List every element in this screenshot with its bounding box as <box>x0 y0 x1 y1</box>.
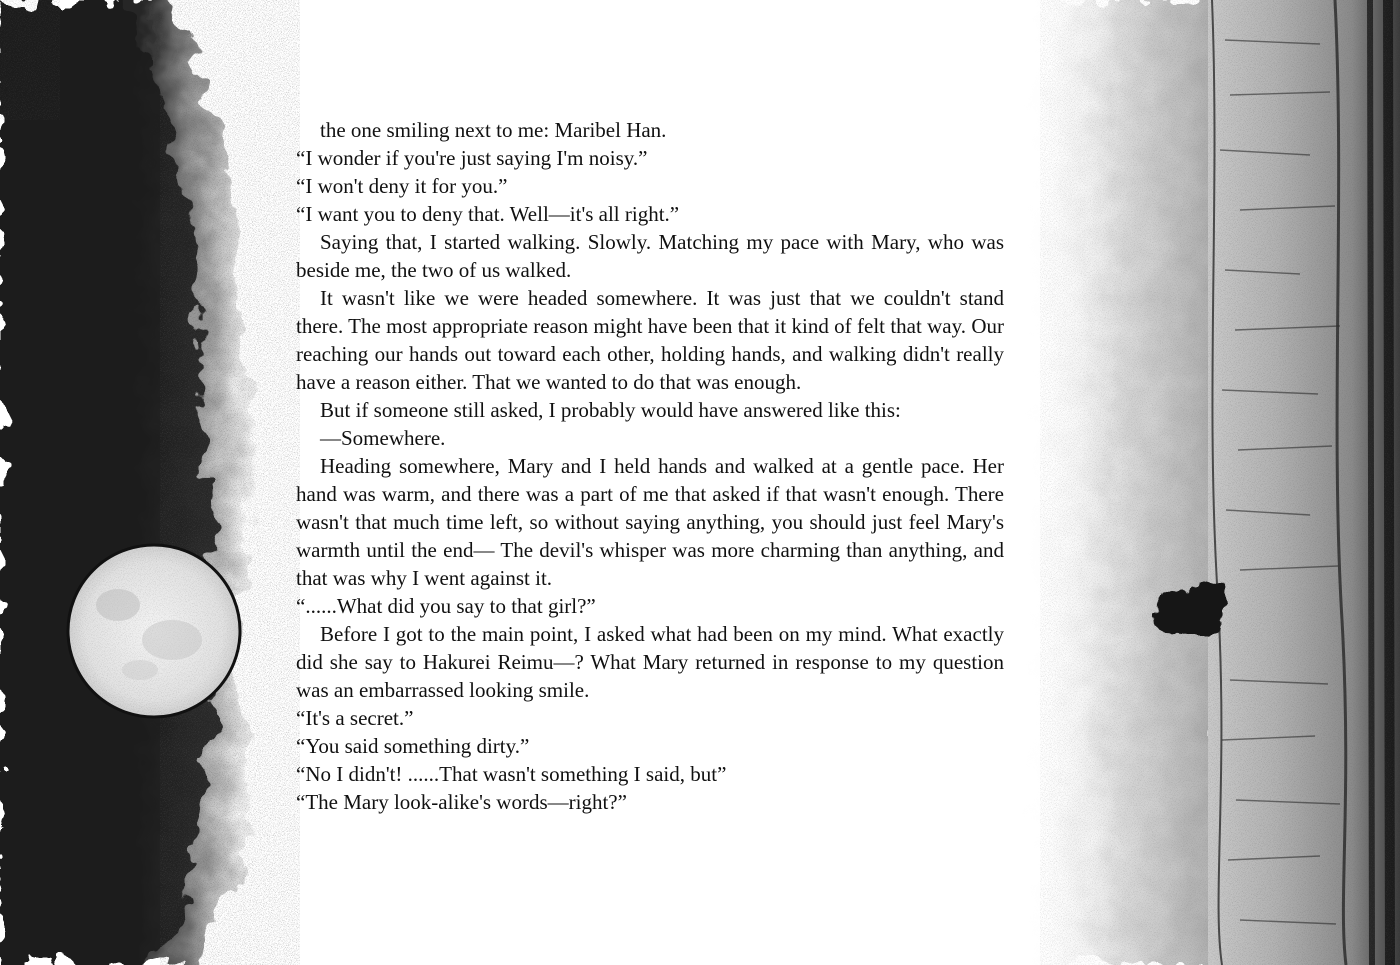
dialogue-line: “No I didn't! ......That wasn't something I said, but” <box>296 762 727 786</box>
paragraph: —Somewhere. <box>320 426 446 450</box>
dialogue-line: “I wonder if you're just saying I'm noisy.” <box>296 146 648 170</box>
paragraph: It wasn't like we were headed somewhere. It was just that we couldn't stand there. The most appropriate reason might have been that it kind of felt that way. Our reaching our hands out toward each other, holding hands, and walking didn't really have a reason either. That we wanted to do that was enough. <box>296 286 1004 394</box>
paragraph: Saying that, I started walking. Slowly. Matching my pace with Mary, who was beside me, the two of us walked. <box>296 230 1004 282</box>
dialogue-line: “I want you to deny that. Well—it's all right.” <box>296 202 680 226</box>
birch-tree-right <box>1030 0 1400 965</box>
dialogue-line: “......What did you say to that girl?” <box>296 594 596 618</box>
dialogue-line: “I won't deny it for you.” <box>296 174 508 198</box>
dialogue-line: “You said something dirty.” <box>296 734 530 758</box>
paragraph: But if someone still asked, I probably would have answered like this: <box>320 398 901 422</box>
paragraph: the one smiling next to me: Maribel Han. <box>320 118 667 142</box>
dialogue-line: “It's a secret.” <box>296 706 414 730</box>
dialogue-line: “The Mary look-alike's words—right?” <box>296 790 627 814</box>
night-sky-left <box>0 0 300 965</box>
novel-text <box>296 116 1004 816</box>
full-moon <box>68 545 240 717</box>
paragraph: Before I got to the main point, I asked what had been on my mind. What exactly did she say to Hakurei Reimu—? What Mary returned in response to my question was an embarrassed looking smile. <box>296 622 1004 702</box>
paragraph: Heading somewhere, Mary and I held hands and walked at a gentle pace. Her hand was warm, and there was a part of me that asked if that wasn't enough. There wasn't that much time left, so without saying anything, you should just feel Mary's warmth until the end— The devil's whisper was more charming than anything, and that was why I went against it. <box>296 454 1004 590</box>
